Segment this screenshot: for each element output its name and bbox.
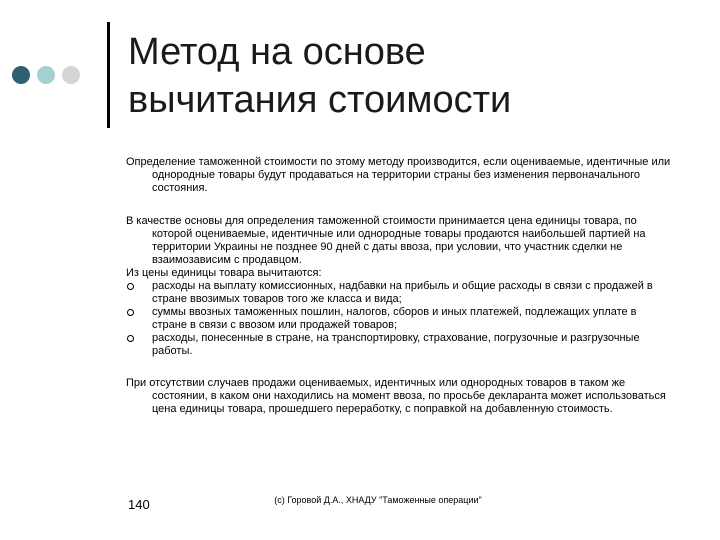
list-item bbox=[126, 280, 671, 306]
basis-paragraph: В качестве основы для определения таможенной стоимости принимается цена единицы товара, по которой оцениваемые, идентичные или однородные товары продаются наибольшей партией на территории Украины не позднее 90 дней с даты ввоза, при условии, что участник сделки не взаимозависим с продавцом. bbox=[126, 215, 646, 266]
list-item-text: расходы на выплату комиссионных, надбавки на прибыль и общие расходы в связи с продажей в стране ввозимых товаров того же класса и вида; bbox=[152, 280, 653, 305]
list-item bbox=[126, 332, 671, 358]
slide-body bbox=[126, 156, 671, 416]
dark-teal-dot bbox=[12, 66, 30, 84]
title-divider bbox=[107, 22, 110, 128]
deductions-list bbox=[126, 280, 671, 358]
light-teal-dot bbox=[37, 66, 55, 84]
circle-bullet-icon bbox=[127, 283, 134, 290]
list-item-text: расходы, понесенные в стране, на транспортировку, страхование, погрузочные и разгрузочные работы. bbox=[152, 332, 640, 357]
list-item-text: суммы ввозных таможенных пошлин, налогов, сборов и иных платежей, подлежащих уплате в стране в связи с ввозом или продажей товаров; bbox=[152, 306, 637, 331]
title-line-1: Метод на основе bbox=[128, 31, 426, 73]
circle-bullet-icon bbox=[127, 335, 134, 342]
deductions-intro: Из цены единицы товара вычитаются: bbox=[126, 267, 322, 279]
page-title bbox=[128, 28, 708, 124]
definition-paragraph: Определение таможенной стоимости по этому методу производится, если оцениваемые, идентичные или однородные товары будут продаваться на территории страны без изменения первоначального состояния. bbox=[126, 156, 671, 194]
circle-bullet-icon bbox=[127, 309, 134, 316]
page-number: 140 bbox=[128, 497, 150, 512]
grey-dot bbox=[62, 66, 80, 84]
title-line-2: вычитания стоимости bbox=[128, 79, 512, 121]
list-item bbox=[126, 306, 671, 332]
footer-credit: (с) Горовой Д.А., ХНАДУ "Таможенные операции" bbox=[274, 495, 482, 505]
absence-paragraph: При отсутствии случаев продажи оцениваемых, идентичных или однородных товаров в таком же состоянии, в каком они находились на момент ввоза, по просьбе декларанта может использоваться цена единицы товара, прошедшего переработку, с поправкой на добавленную стоимость. bbox=[126, 377, 666, 415]
